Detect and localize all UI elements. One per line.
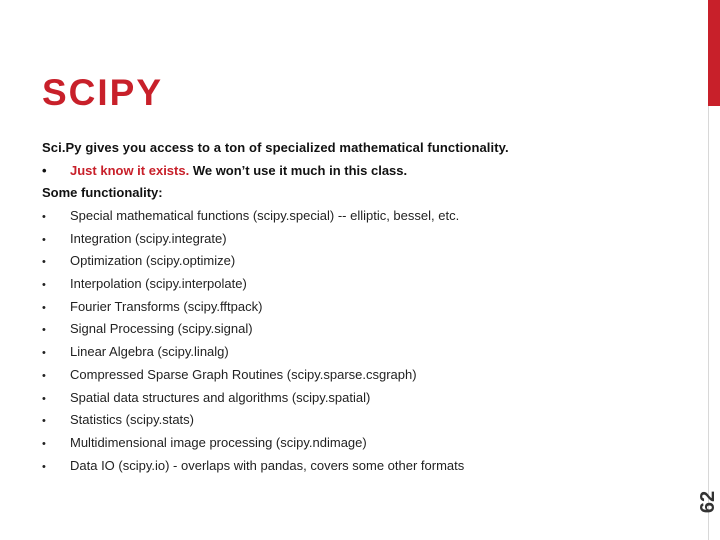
bullet-marker: • [42,460,46,473]
section-label: Some functionality: [42,185,163,200]
page-number: 62 [697,490,719,514]
list-item-text: Signal Processing (scipy.signal) [70,321,253,337]
list-item [42,366,464,389]
intro-text: Sci.Py gives you access to a ton of specialized mathematical functionality. [42,140,509,155]
list-item [42,207,464,230]
bullet-marker: • [42,324,46,337]
bullet-marker: • [42,369,46,382]
bullet-marker: • [42,347,46,360]
bullet-marker: • [42,437,46,450]
list-item-text: Optimization (scipy.optimize) [70,253,236,269]
list-item [42,343,464,366]
accent-bar [708,0,720,106]
bullet-marker: • [42,163,47,178]
list-item-text: Compressed Sparse Graph Routines (scipy.sparse.csgraph) [70,366,417,382]
list-item [42,434,464,457]
list-item-text: Data IO (scipy.io) - overlaps with pandas, covers some other formats [70,457,465,473]
list-item [42,457,464,480]
list-item [42,411,464,434]
list-item-text: Linear Algebra (scipy.linalg) [70,344,229,360]
list-item [42,389,464,412]
list-item-text: Integration (scipy.integrate) [70,230,227,246]
functionality-list [42,207,464,479]
bullet-marker: • [42,256,46,269]
intro-emphasis: Just know it exists. [70,163,190,178]
slide-title: SCIPY [42,72,164,113]
list-item-text: Fourier Transforms (scipy.fftpack) [70,298,263,314]
list-item [42,275,464,298]
bullet-marker: • [42,279,46,292]
intro-bullet-rest: We won’t use it much in this class. [189,163,408,178]
list-item [42,230,464,253]
list-item-text: Interpolation (scipy.interpolate) [70,276,247,292]
bullet-marker: • [42,211,46,223]
list-item-text: Spatial data structures and algorithms (scipy.spatial) [70,389,371,405]
list-item-text: Statistics (scipy.stats) [70,412,195,428]
list-item [42,320,464,343]
list-item-text: Special mathematical functions (scipy.special) -- elliptic, bessel, etc. [70,208,460,223]
bullet-marker: • [42,301,46,314]
bullet-marker: • [42,233,46,246]
list-item-text: Multidimensional image processing (scipy.ndimage) [70,434,367,450]
bullet-marker: • [42,392,46,405]
list-item [42,252,464,275]
intro-bullet [42,163,407,178]
bullet-marker: • [42,415,46,428]
list-item [42,298,464,321]
